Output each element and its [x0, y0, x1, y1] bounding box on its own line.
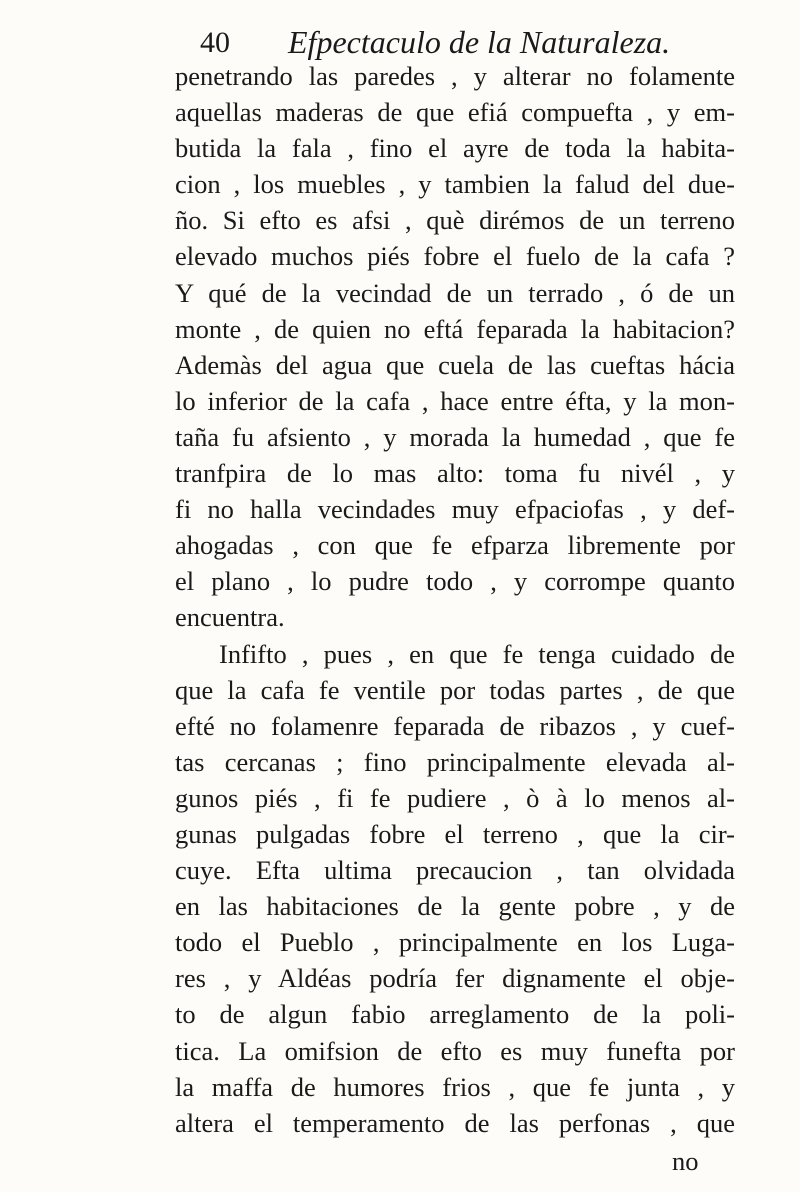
text-line: ño. Si efto es afsi , què dirémos de un terreno	[175, 205, 735, 236]
text-line: butida la fala , fino el ayre de toda la habita-	[175, 133, 735, 164]
text-line: monte , de quien no eftá feparada la habitacion?	[175, 313, 735, 344]
text-line: fi no halla vecindades muy efpaciofas , y def-	[175, 494, 735, 525]
text-line: ahogadas , con que fe efparza libremente por	[175, 530, 735, 561]
text-line: Y qué de la vecindad de un terrado , ó de un	[175, 277, 735, 308]
page-number: 40	[200, 26, 230, 59]
text-line: tica. La omifsion de efto es muy funefta por	[175, 1035, 735, 1066]
text-line: el plano , lo pudre todo , y corrompe quanto	[175, 566, 735, 597]
catchword: no	[672, 1146, 699, 1176]
text-line: cion , los muebles , y tambien la falud del due-	[175, 169, 735, 200]
paragraph-start-line: Infifto , pues , en que fe tenga cuidado de	[219, 638, 735, 669]
text-line: elevado muchos piés fobre el fuelo de la cafa ?	[175, 241, 735, 272]
text-line: todo el Pueblo , principalmente en los Luga-	[175, 927, 735, 958]
text-line: altera el temperamento de las perfonas , que	[175, 1107, 735, 1138]
text-line: efté no folamenre feparada de ribazos , y cuef-	[175, 710, 735, 741]
text-line: tranfpira de lo mas alto: toma fu nivél , y	[175, 458, 735, 489]
running-title: Efpectaculo de la Naturaleza.	[288, 24, 671, 60]
text-line: res , y Aldéas podría fer dignamente el obje-	[175, 963, 735, 994]
text-line: aquellas maderas de que efiá compuefta , y em-	[175, 97, 735, 128]
text-line: penetrando las paredes , y alterar no folamente	[175, 61, 735, 91]
paragraph-end-line: encuentra.	[175, 602, 285, 633]
text-line: Ademàs del agua que cuela de las cueftas hácia	[175, 349, 735, 380]
text-line: cuye. Efta ultima precaucion , tan olvidada	[175, 855, 735, 886]
text-line: taña fu afsiento , y morada la humedad , que fe	[175, 421, 735, 452]
text-line: la maffa de humores frios , que fe junta , y	[175, 1071, 735, 1102]
text-line: gunas pulgadas fobre el terreno , que la cir-	[175, 818, 735, 849]
text-line: que la cafa fe ventile por todas partes , de que	[175, 674, 735, 705]
text-line: to de algun fabio arreglamento de la poli-	[175, 999, 735, 1030]
body-text	[175, 58, 735, 1141]
text-line: tas cercanas ; fino principalmente elevada al-	[175, 746, 735, 777]
text-line: en las habitaciones de la gente pobre , y de	[175, 891, 735, 922]
text-line: lo inferior de la cafa , hace entre éfta, y la mon-	[175, 385, 735, 416]
text-line: gunos piés , fi fe pudiere , ò à lo menos al-	[175, 782, 735, 813]
